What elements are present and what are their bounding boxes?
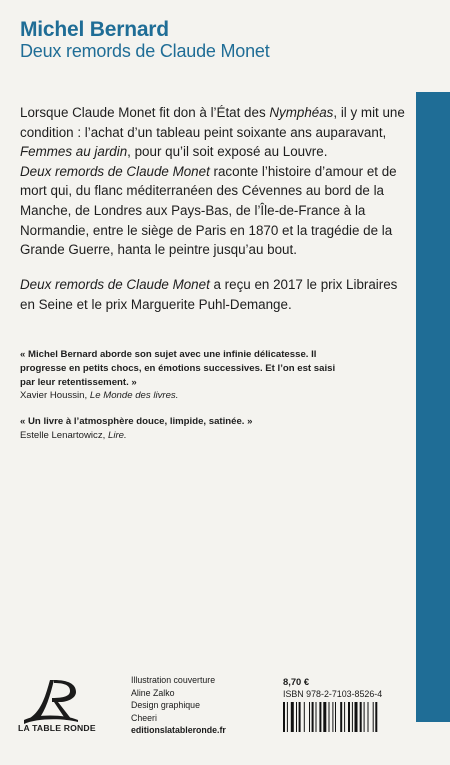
accent-band bbox=[416, 92, 450, 722]
blurb-text: a reçu en 2017 le prix Libraires en Seine et le prix Marguerite Puhl-Demange. bbox=[20, 277, 398, 312]
quote-text: « Un livre à l’atmosphère douce, limpide, satinée. » bbox=[20, 416, 253, 428]
quote-source bbox=[20, 389, 350, 403]
press-quotes bbox=[20, 348, 350, 455]
quote-author: Xavier Houssin, bbox=[20, 390, 90, 402]
press-quote bbox=[20, 348, 350, 403]
price: 8,70 € bbox=[283, 676, 310, 687]
footer bbox=[0, 668, 450, 738]
quote-publication: Lire. bbox=[107, 429, 127, 441]
blurb-italic: Femmes au jardin bbox=[20, 144, 128, 160]
quote-text: « Michel Bernard aborde son sujet avec une infinie délicatesse. Il progresse en petits chocs, en émotions successives. Et l’on est saisi par leur retentissement. » bbox=[20, 349, 336, 388]
credit-label: Design graphique bbox=[131, 700, 200, 711]
blurb-italic: Deux remords de Claude Monet bbox=[20, 163, 210, 179]
isbn: ISBN 978-2-7103-8526-4 bbox=[283, 689, 383, 699]
publisher-name: LA TABLE RONDE bbox=[18, 723, 96, 733]
publisher-website: editionslatableronde.fr bbox=[131, 725, 226, 736]
blurb-italic: Nymphéas bbox=[269, 105, 334, 120]
quote-author: Estelle Lenartowicz, bbox=[20, 429, 108, 441]
blurb-text: Lorsque Claude Monet fit don à l’État des bbox=[20, 105, 270, 120]
blurb-text: raconte l’histoire d’amour et de mort qui, du flanc méditerranéen des Cévennes au bord de la Manche, de Londres aux Pays-Bas, de l’Île-de-France à la Normandie, entre le siège de Paris en 1870 et la tragédie de la Grande Guerre, hanta le peintre jusqu’au bout. bbox=[20, 163, 397, 258]
publisher-logo-icon bbox=[20, 674, 94, 728]
credit-label: Illustration couverture bbox=[131, 675, 216, 685]
quote-publication: Le Monde des livres. bbox=[89, 390, 179, 402]
blurb-paragraph-1 bbox=[20, 103, 412, 260]
author-name: Michel Bernard bbox=[20, 18, 169, 41]
book-title: Deux remords de Claude Monet bbox=[20, 41, 270, 61]
press-quote bbox=[20, 415, 350, 443]
credit-name: Aline Zalko bbox=[131, 687, 175, 698]
blurb-italic: Deux remords de Claude Monet bbox=[20, 277, 210, 292]
blurb-text: , il y mit une condition : l’achat d’un tableau peint soixante ans auparavant, bbox=[20, 105, 405, 140]
credit-name: Cheeri bbox=[131, 712, 157, 723]
quote-source bbox=[20, 429, 350, 443]
barcode-icon bbox=[283, 702, 410, 732]
credits bbox=[131, 674, 226, 737]
blurb-paragraph-2 bbox=[20, 275, 412, 314]
blurb-text: , pour qu’il soit exposé au Louvre. bbox=[127, 144, 328, 160]
